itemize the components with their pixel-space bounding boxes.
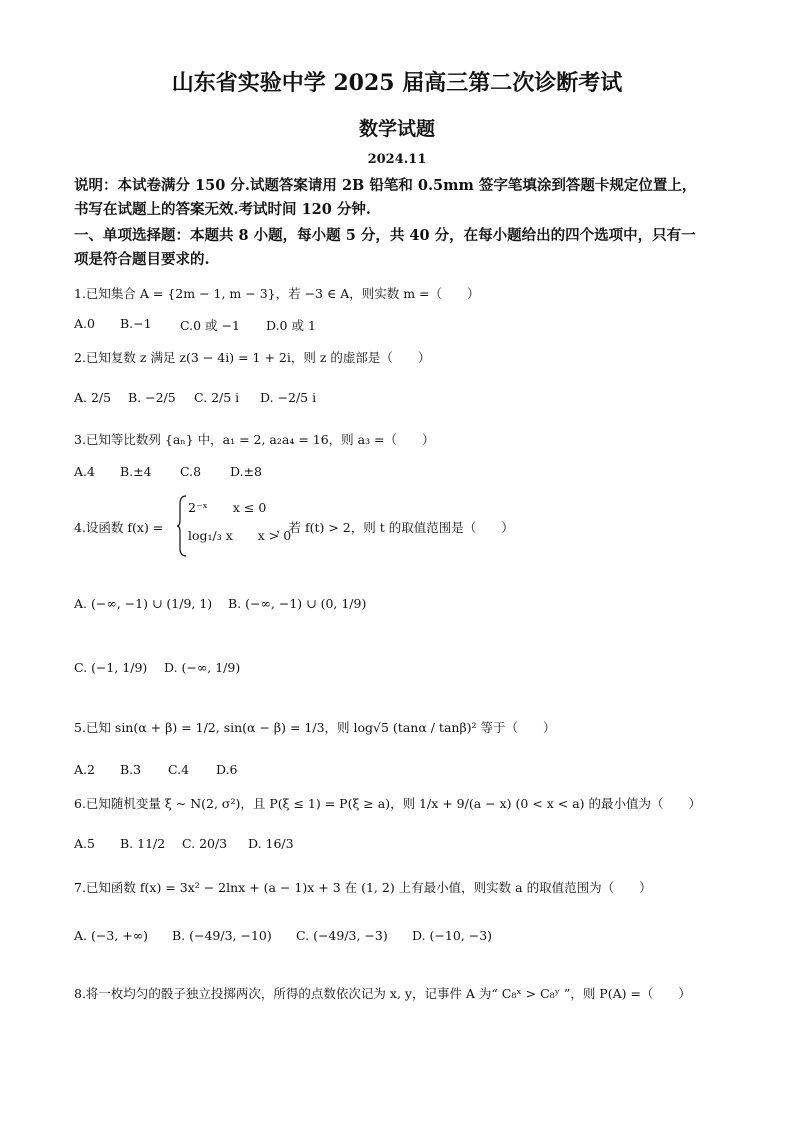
exam-title: 山东省实验中学 2025 届高三第二次诊断考试	[171, 70, 623, 96]
question-1-option-c: C.0 或 −1	[180, 318, 240, 333]
question-5-option-d: D.6	[216, 762, 238, 777]
question-3-option-d: D.±8	[230, 464, 262, 479]
question-1-stem: 1.已知集合 A = {2m − 1, m − 3}，若 −3 ∈ A，则实数 m =（ ）	[74, 286, 480, 301]
question-4-piece-2: log₁/₃ x x > 0	[188, 528, 292, 543]
question-8-stem: 8.将一枚均匀的骰子独立投掷两次，所得的点数依次记为 x, y，记事件 A 为“ C₈ˣ > C₈ʸ ”，则 P(A) =（ ）	[74, 986, 691, 1001]
question-7-option-d: D. (−10, −3)	[412, 928, 493, 943]
question-2-option-d: D. −2/5 i	[260, 390, 317, 405]
question-4-option-b: B. (−∞, −1) ∪ (0, 1/9)	[228, 596, 367, 611]
instructions-line-1: 说明：本试卷满分 150 分.试题答案请用 2B 铅笔和 0.5mm 签字笔填涂到答题卡规定位置上，	[74, 177, 697, 194]
question-2-option-c: C. 2/5 i	[194, 390, 240, 405]
question-6-stem: 6.已知随机变量 ξ ~ N(2, σ²)，且 P(ξ ≤ 1) = P(ξ ≥ a)，则 1/x + 9/(a − x) (0 < x < a) 的最小值为（ ）	[74, 796, 702, 811]
question-4-stem-prefix: 4.设函数 f(x) =	[74, 520, 164, 535]
question-5-option-b: B.3	[120, 762, 142, 777]
question-4-option-d: D. (−∞, 1/9)	[164, 660, 241, 675]
question-6-option-d: D. 16/3	[248, 836, 294, 851]
question-2-option-b: B. −2/5	[128, 390, 176, 405]
piecewise-brace-icon	[176, 494, 188, 558]
question-6-option-b: B. 11/2	[120, 836, 166, 851]
question-5-option-a: A.2	[74, 762, 95, 777]
question-1-option-d: D.0 或 1	[266, 318, 316, 333]
question-5-option-c: C.4	[168, 762, 190, 777]
question-4-stem-suffix: ，若 f(t) > 2，则 t 的取值范围是（ ）	[276, 520, 514, 535]
question-3-option-b: B.±4	[120, 464, 152, 479]
exam-date: 2024.11	[367, 152, 427, 167]
question-4-option-a: A. (−∞, −1) ∪ (1/9, 1)	[74, 596, 213, 611]
question-4-piece-1: 2⁻ˣ x ≤ 0	[188, 500, 267, 515]
instructions-line-2: 书写在试题上的答案无效.考试时间 120 分钟.	[74, 201, 371, 218]
question-5-stem: 5.已知 sin(α + β) = 1/2, sin(α − β) = 1/3，则 log√5 (tanα / tanβ)² 等于（ ）	[74, 720, 556, 735]
exam-subtitle: 数学试题	[358, 118, 435, 140]
question-4-option-c: C. (−1, 1/9)	[74, 660, 148, 675]
question-1-option-b: B.−1	[120, 316, 152, 331]
question-1-option-a: A.0	[74, 316, 95, 331]
question-7-option-c: C. (−49/3, −3)	[296, 928, 388, 943]
question-7-option-a: A. (−3, +∞)	[74, 928, 148, 943]
question-3-stem: 3.已知等比数列 {aₙ} 中，a₁ = 2, a₂a₄ = 16，则 a₃ =（ ）	[74, 432, 435, 447]
question-6-option-c: C. 20/3	[182, 836, 228, 851]
question-3-option-a: A.4	[74, 464, 95, 479]
question-7-stem: 7.已知函数 f(x) = 3x² − 2lnx + (a − 1)x + 3 在 (1, 2) 上有最小值，则实数 a 的取值范围为（ ）	[74, 880, 652, 895]
question-2-stem: 2.已知复数 z 满足 z(3 − 4i) = 1 + 2i，则 z 的虚部是（ ）	[74, 350, 431, 365]
question-2-option-a: A. 2/5	[74, 390, 112, 405]
section-heading-line-1: 一、单项选择题：本题共 8 小题，每小题 5 分，共 40 分，在每小题给出的四个选项中，只有一	[74, 227, 696, 244]
question-7-option-b: B. (−49/3, −10)	[172, 928, 272, 943]
question-6-option-a: A.5	[74, 836, 95, 851]
question-3-option-c: C.8	[180, 464, 202, 479]
section-heading-line-2: 项是符合题目要求的.	[74, 251, 210, 268]
